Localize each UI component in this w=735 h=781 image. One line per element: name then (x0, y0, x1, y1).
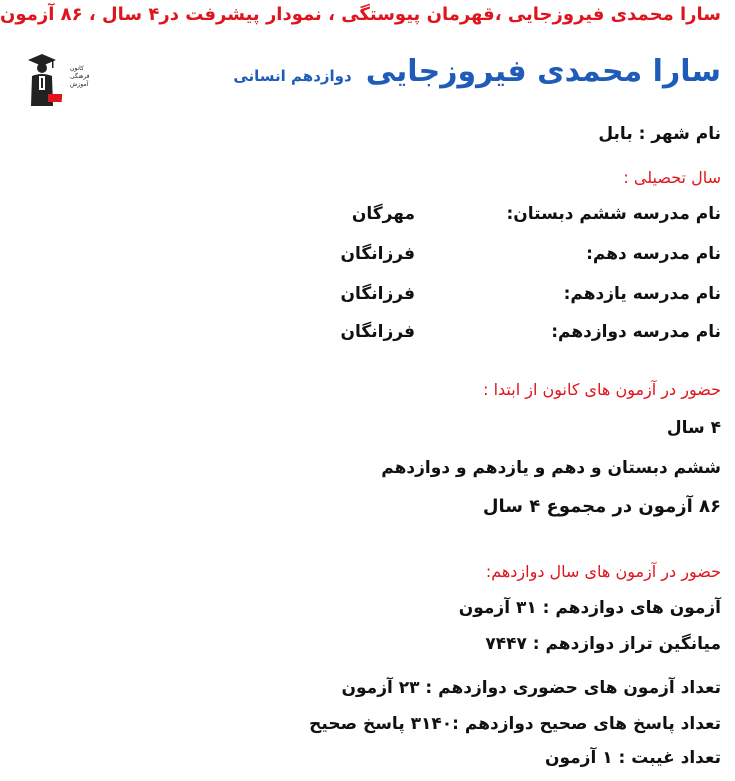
school-value-11: فرزانگان (340, 284, 415, 304)
student-grade: دوازدهم انسانی (233, 67, 352, 85)
school-value-10: فرزانگان (340, 244, 415, 264)
student-name: سارا محمدی فیروزجایی (365, 54, 721, 89)
logo-text-2: فرهنگی (70, 73, 90, 80)
page-headline: سارا محمدی فیروزجایی ،قهرمان پیوستگی ، نمودار پیشرفت در۴ سال ، ۸۶ آزمون (0, 4, 721, 25)
in-person-12: تعداد آزمون های حضوری دوازدهم : ۲۳ آزمون (341, 678, 721, 698)
school-label-11: نام مدرسه یازدهم: (563, 284, 721, 304)
school-year-title: سال تحصیلی : (623, 168, 721, 187)
school-label-6: نام مدرسه ششم دبستان: (506, 204, 721, 224)
logo-text-4: قلم چی (61, 97, 79, 103)
school-value-6: مهرگان (351, 204, 415, 224)
city-line: نام شهر : بابل (598, 124, 721, 144)
logo-text-1: کانون (70, 65, 84, 72)
exams-12: آزمون های دوازدهم : ۳۱ آزمون (458, 598, 721, 618)
school-label-10: نام مدرسه دهم: (586, 244, 721, 264)
logo-text-3: آموزش (70, 81, 89, 88)
school-label-12: نام مدرسه دوازدهم: (551, 322, 721, 342)
attendance-years: ۴ سال (666, 418, 721, 438)
avg-score-12: میانگین تراز دوازدهم : ۷۴۴۷ (485, 634, 721, 654)
kanoon-logo (26, 46, 90, 108)
student-header (98, 54, 721, 98)
attendance-grades: ششم دبستان و دهم و یازدهم و دوازدهم (381, 458, 721, 478)
absences: تعداد غیبت : ۱ آزمون (544, 748, 721, 768)
correct-answers-12: تعداد پاسخ های صحیح دوازدهم :۳۱۴۰ پاسخ صحیح (309, 714, 721, 734)
attendance-all-title: حضور در آزمون های کانون از ابتدا : (483, 380, 721, 399)
school-value-12: فرزانگان (340, 322, 415, 342)
attendance-total: ۸۶ آزمون در مجموع ۴ سال (482, 496, 721, 517)
attendance-12-title: حضور در آزمون های سال دوازدهم: (485, 562, 721, 581)
